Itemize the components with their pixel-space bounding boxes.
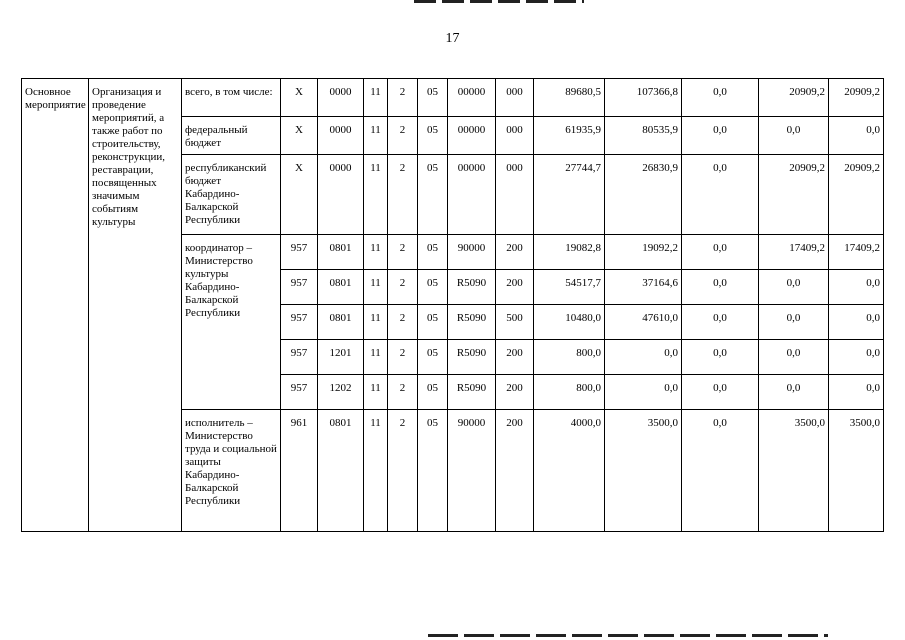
value3-cell: 0,0: [682, 375, 759, 410]
value1-cell: 27744,7: [534, 155, 605, 235]
budget-table: [21, 78, 884, 532]
cs4-cell: R5090: [448, 305, 496, 340]
vr-cell: 200: [496, 235, 534, 270]
value4-cell: 0,0: [759, 270, 829, 305]
value3-cell: 0,0: [682, 270, 759, 305]
grbs-cell: Х: [281, 79, 318, 117]
bottom-scan-line: [428, 634, 828, 637]
value4-cell: 0,0: [759, 305, 829, 340]
value4-cell: 20909,2: [759, 79, 829, 117]
vr-cell: 200: [496, 410, 534, 532]
value5-cell: 20909,2: [829, 79, 884, 117]
grbs-cell: 957: [281, 305, 318, 340]
value5-cell: 0,0: [829, 340, 884, 375]
value5-cell: 3500,0: [829, 410, 884, 532]
value1-cell: 4000,0: [534, 410, 605, 532]
executor-label-cell: исполнитель – Министерство труда и социальной защиты Кабардино-Балкарской Республики: [182, 410, 281, 532]
cs2-cell: 2: [388, 79, 418, 117]
grbs-cell: Х: [281, 117, 318, 155]
cs4-cell: 90000: [448, 235, 496, 270]
cs4-cell: R5090: [448, 340, 496, 375]
page-number: 17: [445, 31, 460, 46]
cs1-cell: 11: [364, 340, 388, 375]
cs1-cell: 11: [364, 79, 388, 117]
grbs-cell: 961: [281, 410, 318, 532]
cs3-cell: 05: [418, 235, 448, 270]
value3-cell: 0,0: [682, 155, 759, 235]
vr-cell: 000: [496, 79, 534, 117]
cs4-cell: R5090: [448, 270, 496, 305]
value2-cell: 3500,0: [605, 410, 682, 532]
value4-cell: 0,0: [759, 340, 829, 375]
top-scan-line: [414, 0, 584, 3]
vr-cell: 000: [496, 117, 534, 155]
cs2-cell: 2: [388, 155, 418, 235]
cs2-cell: 2: [388, 375, 418, 410]
cs1-cell: 11: [364, 410, 388, 532]
cs3-cell: 05: [418, 270, 448, 305]
grbs-cell: 957: [281, 375, 318, 410]
rzpr-cell: 0000: [318, 117, 364, 155]
cs4-cell: 00000: [448, 155, 496, 235]
value3-cell: 0,0: [682, 79, 759, 117]
vr-cell: 500: [496, 305, 534, 340]
cs1-cell: 11: [364, 305, 388, 340]
cs3-cell: 05: [418, 79, 448, 117]
value4-cell: 0,0: [759, 375, 829, 410]
cs3-cell: 05: [418, 340, 448, 375]
cs2-cell: 2: [388, 235, 418, 270]
cs3-cell: 05: [418, 375, 448, 410]
grbs-cell: 957: [281, 270, 318, 305]
value5-cell: 0,0: [829, 375, 884, 410]
cs1-cell: 11: [364, 270, 388, 305]
cs2-cell: 2: [388, 270, 418, 305]
cs2-cell: 2: [388, 305, 418, 340]
vr-cell: 200: [496, 375, 534, 410]
cs1-cell: 11: [364, 235, 388, 270]
rzpr-cell: 0801: [318, 270, 364, 305]
cs4-cell: 90000: [448, 410, 496, 532]
rzpr-cell: 0000: [318, 155, 364, 235]
value5-cell: 17409,2: [829, 235, 884, 270]
value3-cell: 0,0: [682, 410, 759, 532]
vr-cell: 200: [496, 340, 534, 375]
value1-cell: 10480,0: [534, 305, 605, 340]
vr-cell: 200: [496, 270, 534, 305]
cs4-cell: 00000: [448, 79, 496, 117]
rzpr-cell: 0801: [318, 410, 364, 532]
value4-cell: 17409,2: [759, 235, 829, 270]
value3-cell: 0,0: [682, 340, 759, 375]
value2-cell: 107366,8: [605, 79, 682, 117]
value2-cell: 47610,0: [605, 305, 682, 340]
cs4-cell: R5090: [448, 375, 496, 410]
value2-cell: 0,0: [605, 375, 682, 410]
value3-cell: 0,0: [682, 117, 759, 155]
value5-cell: 0,0: [829, 117, 884, 155]
source-label-cell: республиканский бюджет Кабардино-Балкарской Республики: [182, 155, 281, 235]
cs1-cell: 11: [364, 155, 388, 235]
value4-cell: 20909,2: [759, 155, 829, 235]
value4-cell: 0,0: [759, 117, 829, 155]
cs2-cell: 2: [388, 340, 418, 375]
value2-cell: 37164,6: [605, 270, 682, 305]
coordinator-label-cell: координатор – Министерство культуры Кабардино-Балкарской Республики: [182, 235, 281, 410]
table-row: [22, 79, 884, 117]
cs3-cell: 05: [418, 410, 448, 532]
value5-cell: 0,0: [829, 270, 884, 305]
rzpr-cell: 1202: [318, 375, 364, 410]
cs3-cell: 05: [418, 117, 448, 155]
grbs-cell: Х: [281, 155, 318, 235]
value1-cell: 800,0: [534, 340, 605, 375]
source-label-cell: всего, в том числе:: [182, 79, 281, 117]
cs2-cell: 2: [388, 117, 418, 155]
value5-cell: 0,0: [829, 305, 884, 340]
value1-cell: 61935,9: [534, 117, 605, 155]
value5-cell: 20909,2: [829, 155, 884, 235]
value3-cell: 0,0: [682, 305, 759, 340]
source-label-cell: федеральный бюджет: [182, 117, 281, 155]
value2-cell: 19092,2: [605, 235, 682, 270]
rzpr-cell: 1201: [318, 340, 364, 375]
value1-cell: 54517,7: [534, 270, 605, 305]
rzpr-cell: 0801: [318, 305, 364, 340]
value1-cell: 19082,8: [534, 235, 605, 270]
grbs-cell: 957: [281, 340, 318, 375]
value1-cell: 89680,5: [534, 79, 605, 117]
cs2-cell: 2: [388, 410, 418, 532]
value3-cell: 0,0: [682, 235, 759, 270]
cs1-cell: 11: [364, 375, 388, 410]
value1-cell: 800,0: [534, 375, 605, 410]
measure-name-cell: Организация и проведение мероприятий, а также работ по строительству, реконструкции, реставрации, посвященных значимым событиям культуры: [89, 79, 182, 532]
rzpr-cell: 0801: [318, 235, 364, 270]
rzpr-cell: 0000: [318, 79, 364, 117]
measure-type-cell: Основное мероприятие: [22, 79, 89, 532]
value2-cell: 80535,9: [605, 117, 682, 155]
cs4-cell: 00000: [448, 117, 496, 155]
cs3-cell: 05: [418, 305, 448, 340]
cs1-cell: 11: [364, 117, 388, 155]
grbs-cell: 957: [281, 235, 318, 270]
vr-cell: 000: [496, 155, 534, 235]
value2-cell: 0,0: [605, 340, 682, 375]
value2-cell: 26830,9: [605, 155, 682, 235]
cs3-cell: 05: [418, 155, 448, 235]
value4-cell: 3500,0: [759, 410, 829, 532]
